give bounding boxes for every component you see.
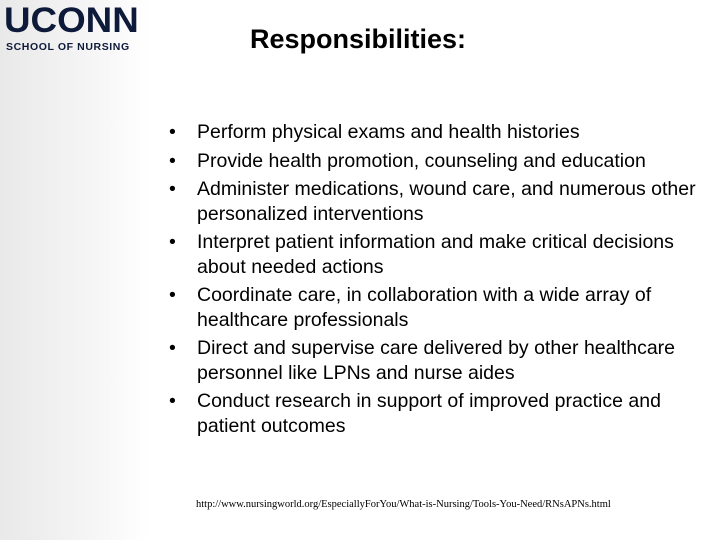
slide-title: Responsibilities: xyxy=(250,24,467,54)
list-item-text: Coordinate care, in collaboration with a wide array of healthcare professionals xyxy=(197,284,652,331)
bullet-icon: • xyxy=(169,390,176,412)
uconn-logo xyxy=(4,1,146,53)
bullet-icon: • xyxy=(169,284,176,306)
list-item xyxy=(167,120,717,145)
list-item xyxy=(167,177,717,226)
list-item-text: Administer medications, wound care, and numerous other personalized interventions xyxy=(197,178,696,225)
list-item-text: Perform physical exams and health histories xyxy=(197,121,580,143)
list-item-text: Direct and supervise care delivered by other healthcare personnel like LPNs and nurse aides xyxy=(197,337,676,384)
list-item xyxy=(167,230,717,279)
sidebar-panel xyxy=(0,0,150,540)
list-item xyxy=(167,149,717,174)
logo-wordmark: UCONN xyxy=(4,1,139,40)
bullet-icon: • xyxy=(169,121,176,143)
responsibilities-list xyxy=(167,120,717,442)
list-item-text: Interpret patient information and make critical decisions about needed actions xyxy=(197,231,674,278)
list-item-text: Provide health promotion, counseling and education xyxy=(197,149,646,172)
bullet-icon: • xyxy=(169,149,176,172)
logo-subtitle: SCHOOL OF NURSING xyxy=(6,41,130,53)
bullet-icon: • xyxy=(169,337,176,359)
bullet-icon: • xyxy=(169,231,176,253)
list-item-text: Conduct research in support of improved practice and patient outcomes xyxy=(197,390,661,437)
bullet-icon: • xyxy=(169,178,176,200)
list-item xyxy=(167,283,717,332)
list-item xyxy=(167,336,717,385)
list-item xyxy=(167,389,717,438)
source-link[interactable]: http://www.nursingworld.org/EspeciallyForYou/What-is-Nursing/Tools-You-Need/RNsAPNs.html xyxy=(196,499,611,510)
